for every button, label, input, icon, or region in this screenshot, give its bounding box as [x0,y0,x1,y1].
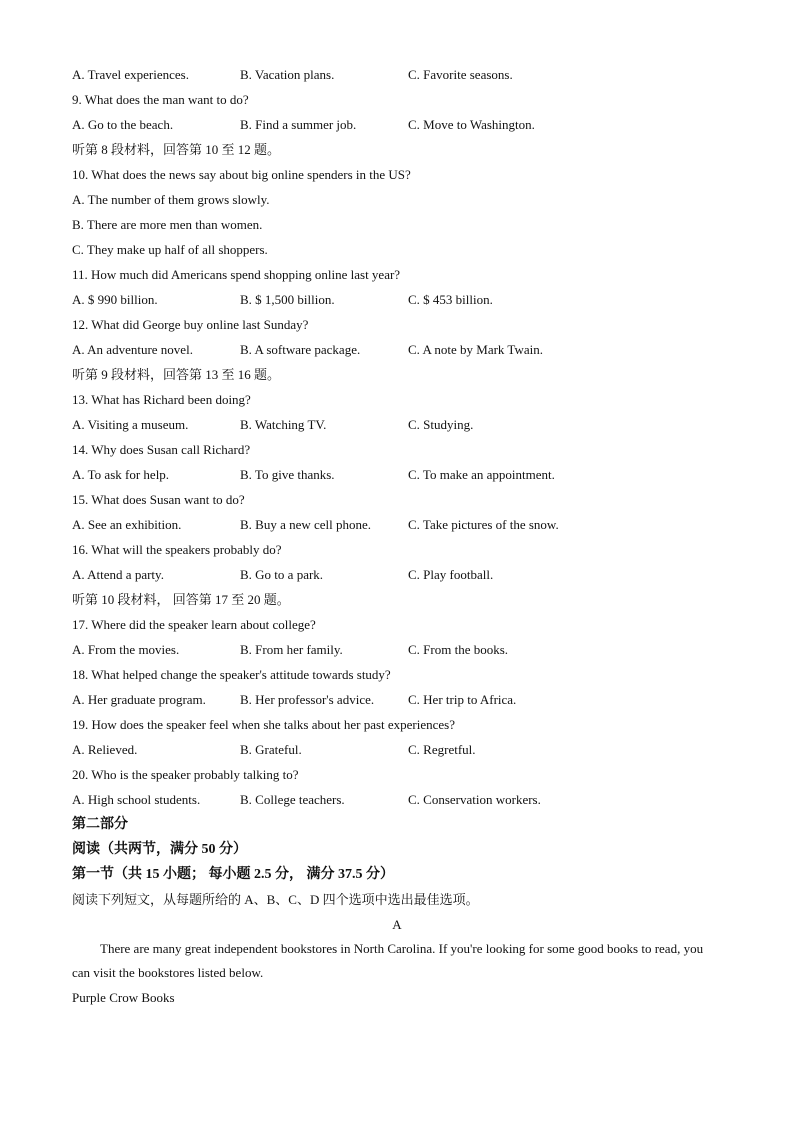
option-b: B. Watching TV. [240,417,327,432]
answer-options-row [72,562,722,587]
option-a: A. Visiting a museum. [72,417,189,432]
option-c: C. Take pictures of the snow. [408,517,559,532]
option-c: C. Move to Washington. [408,117,535,132]
answer-options-row [72,337,722,362]
section-instruction: 阅读下列短文，从每题所给的 A、B、C、D 四个选项中选出最佳选项。 [72,892,479,907]
option-a: A. See an exhibition. [72,517,182,532]
section-heading: 第二部分 [72,817,128,832]
question-text: 10. What does the news say about big online spenders in the US? [72,167,411,182]
option-a: A. Travel experiences. [72,67,189,82]
question-text: 16. What will the speakers probably do? [72,542,282,557]
answer-options-row [72,462,722,487]
question-text: 15. What does Susan want to do? [72,492,245,507]
option-c: C. To make an appointment. [408,467,555,482]
option-c: C. From the books. [408,642,509,657]
answer-options-row [72,737,722,762]
answer-options-row [72,687,722,712]
option-b: B. To give thanks. [240,467,335,482]
option-c: C. Her trip to Africa. [408,692,517,707]
option-b: B. College teachers. [240,792,345,807]
option-c: C. Favorite seasons. [408,67,513,82]
option-b: B. Buy a new cell phone. [240,517,372,532]
answer-options-row [72,412,722,437]
question-text: 12. What did George buy online last Sunday? [72,317,309,332]
section-heading: 第一节（共 15 小题； 每小题 2.5 分， 满分 37.5 分） [72,867,394,882]
option-b: B. Her professor's advice. [240,692,375,707]
option-a: A. Attend a party. [72,567,164,582]
option-a: A. $ 990 billion. [72,292,158,307]
option-a: A. Relieved. [72,742,138,757]
option-a: A. To ask for help. [72,467,170,482]
question-text: 20. Who is the speaker probably talking to? [72,767,299,782]
option-b: B. Grateful. [240,742,302,757]
question-text: 18. What helped change the speaker's attitude towards study? [72,667,391,682]
question-text: 13. What has Richard been doing? [72,392,251,407]
answer-options-row [72,287,722,312]
option-a: A. High school students. [72,792,201,807]
section-instruction: 听第 8 段材料，回答第 10 至 12 题。 [72,142,281,157]
exam-page [72,62,722,1010]
answer-options-row [72,62,722,87]
option-b: B. From her family. [240,642,343,657]
option-c: C. Regretful. [408,742,476,757]
option-b: B. Vacation plans. [240,67,335,82]
question-text: B. There are more men than women. [72,217,263,232]
answer-options-row [72,637,722,662]
question-text: 14. Why does Susan call Richard? [72,442,251,457]
question-text: 9. What does the man want to do? [72,92,249,107]
section-instruction: 听第 9 段材料，回答第 13 至 16 题。 [72,367,281,382]
option-a: A. From the movies. [72,642,180,657]
passage-paragraph: There are many great independent bookstores in North Carolina. If you're looking for some good books to read, you can visit the bookstores listed below. [72,941,704,980]
answer-options-row [72,512,722,537]
question-text: C. They make up half of all shoppers. [72,242,268,257]
option-a: A. An adventure novel. [72,342,193,357]
answer-options-row [72,787,722,812]
option-c: C. Play football. [408,567,494,582]
option-c: C. $ 453 billion. [408,292,493,307]
question-text: 11. How much did Americans spend shopping online last year? [72,267,401,282]
answer-options-row [72,112,722,137]
passage-label: A [392,917,402,932]
option-c: C. Studying. [408,417,474,432]
option-c: C. A note by Mark Twain. [408,342,543,357]
question-text: 17. Where did the speaker learn about college? [72,617,316,632]
question-text: A. The number of them grows slowly. [72,192,270,207]
option-b: B. A software package. [240,342,361,357]
section-instruction: 听第 10 段材料， 回答第 17 至 20 题。 [72,592,290,607]
option-a: A. Go to the beach. [72,117,174,132]
option-b: B. Find a summer job. [240,117,357,132]
question-text: 19. How does the speaker feel when she talks about her past experiences? [72,717,455,732]
question-text: Purple Crow Books [72,990,175,1005]
section-heading: 阅读（共两节，满分 50 分） [72,842,247,857]
option-b: B. $ 1,500 billion. [240,292,335,307]
option-c: C. Conservation workers. [408,792,541,807]
option-b: B. Go to a park. [240,567,324,582]
option-a: A. Her graduate program. [72,692,206,707]
